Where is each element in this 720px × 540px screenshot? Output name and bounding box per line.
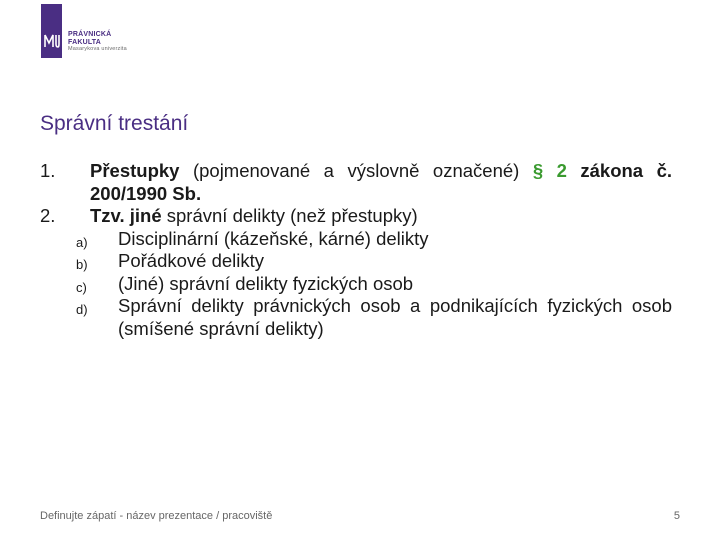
term-text: (pojmenované a výslovně označené) xyxy=(179,160,533,181)
paragraph-ref: § 2 xyxy=(532,160,567,181)
list-number: 1. xyxy=(40,160,56,181)
list-item-2 xyxy=(40,205,672,228)
term-text: správní delikty (než přestupky) xyxy=(161,205,418,226)
sub-letter: b) xyxy=(76,257,88,272)
slide-content xyxy=(40,160,672,340)
slide-title: Správní trestání xyxy=(40,112,189,135)
faculty-logo xyxy=(41,4,181,58)
sub-item-b xyxy=(40,250,672,273)
term-bold: Tzv. jiné xyxy=(90,205,162,226)
sub-text: Správní delikty právnických osob a podnikajících fyzických osob (smíšené správní delikty) xyxy=(118,295,672,339)
sub-text: Disciplinární (kázeňské, kárné) delikty xyxy=(118,227,429,249)
sub-letter: d) xyxy=(76,302,88,317)
sub-letter: a) xyxy=(76,234,88,250)
page-number: 5 xyxy=(673,510,680,522)
logo-line-3: Masarykova univerzita xyxy=(68,46,127,52)
list-number: 2. xyxy=(40,205,56,226)
mu-monogram-icon xyxy=(44,34,60,48)
term-bold: Přestupky xyxy=(90,160,180,181)
sub-item-c xyxy=(40,273,672,296)
sub-letter: c) xyxy=(76,279,87,295)
sub-text: (Jiné) správní delikty fyzických osob xyxy=(118,272,414,294)
logo-line-1: PRÁVNICKÁ xyxy=(68,31,112,38)
list-text xyxy=(90,205,672,228)
footer-text: Definujte zápatí - název prezentace / pracoviště xyxy=(40,510,273,522)
logo-text xyxy=(68,31,127,54)
law-ref: zákona č. 200/1990 Sb. xyxy=(90,160,673,204)
list-text xyxy=(90,160,672,205)
sub-item-a xyxy=(40,228,672,251)
sub-item-d xyxy=(40,295,672,340)
sub-text: Pořádkové delikty xyxy=(118,250,265,271)
list-item-1 xyxy=(40,160,672,205)
logo-line-2: FAKULTA xyxy=(68,38,102,46)
mu-logo-icon xyxy=(41,4,62,58)
